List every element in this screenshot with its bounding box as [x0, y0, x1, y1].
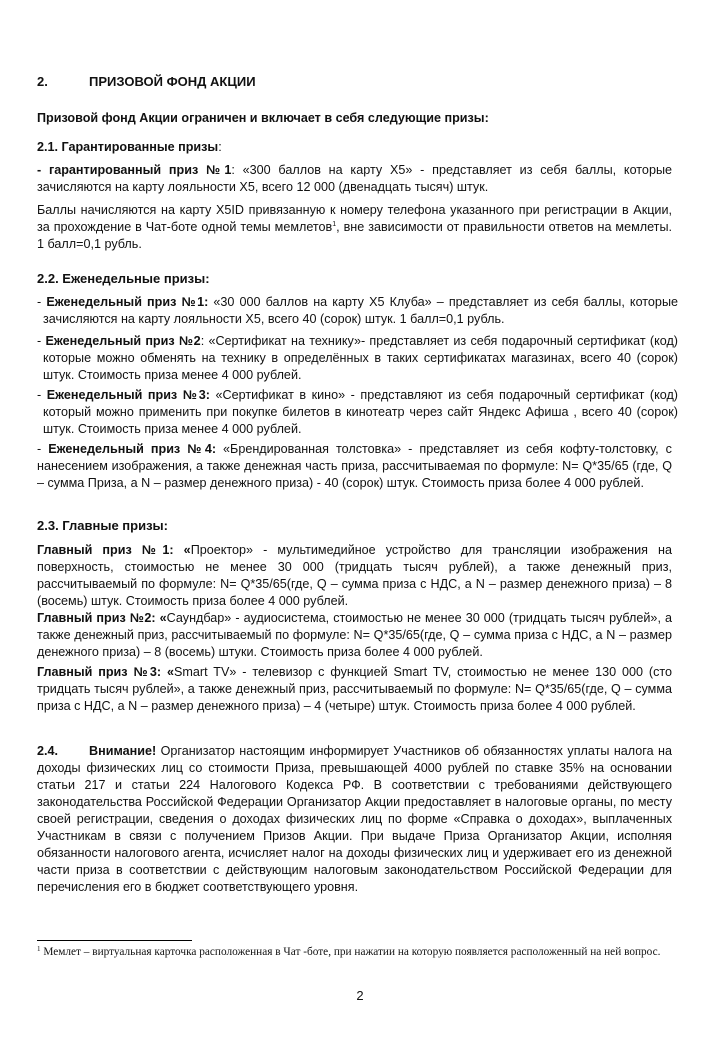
prize-description: «300 баллов на карту X5» - представляет из себя баллы, которые зачисляются на карту лояльности X5, всего 12 000 (двенадцать тысяч) штук. — [37, 163, 672, 194]
weekly-prize-4: - Еженедельный приз №4: «Брендированная толстовка» - представляет из себя кофту-толстовку, с нанесением изображения, а также денежная часть приза, рассчитываемая по формуле: N= Q*35/65 (где, Q – сумма Приза, а N – размер денежного приза) - 40 (сорок) штук. Стоимость приза более 4 000 рублей. — [37, 442, 672, 490]
section-number: 2. — [37, 74, 48, 89]
attention-paragraph — [37, 743, 672, 896]
section-heading — [37, 73, 672, 90]
points-note: Баллы начисляются на карту X5ID привязанную к номеру телефона указанного при регистрации в Акции, за прохождение в Чат-боте одной темы мемлетов$^1$, вне зависимости от правильности ответов на мемлеты. 1 балл=0,1 рубль. — [37, 203, 672, 251]
footnote-divider — [37, 940, 192, 941]
attention-label: Внимание! — [89, 744, 157, 758]
prize-description: «30 000 баллов на карту X5 Клуба» – представляет из себя баллы, которые зачисляются на карту лояльности X5, всего 40 (сорок) штук. 1 балл=0,1 рубль. — [43, 295, 678, 326]
prize-label: Еженедельный приз №3: — [46, 388, 211, 402]
prize-description: «Сертификат в кино» - представляют из себя подарочный сертификат (код) который можно применить при покупке билетов в кинотеатр через сайт Яндекс Афиша , всего 40 (сорок) штук. Стоимость приза менее 4 000 рублей. — [43, 388, 678, 436]
attention-number: 2.4. — [37, 744, 59, 758]
prize-label: Главный приз №2: « — [37, 611, 167, 625]
guaranteed-prize-1: - гарантированный приз №1: «300 баллов на карту X5» - представляет из себя баллы, которые зачисляются на карту лояльности X5, всего 12 000 (двенадцать тысяч) штук. — [37, 163, 672, 194]
prize-label: Главный приз №3: « — [37, 665, 174, 679]
footnote — [37, 945, 672, 960]
attention-text: Организатор настоящим информирует Участников об обязанностях уплаты налога на доходы физических лиц со стоимости Приза, превышающей 4000 рублей по ставке 35% на основании статьи 217 и статьи 224 Налогового Кодекса РФ. В соответствии с требованиями действующего законодательства Российской Федерации Организатор Акции предоставляет в налоговые органы, по месту своей регистрации, сведения о доходах физических лиц по форме «Справка о доходах», выплаченных Участникам в связи с получением Призов Акции. При выдаче Приза Организатор Акции, исполняя обязанности налогового агента, исчисляет налог на доходы физических лиц и удерживает его из денежной части приза в соответствии с действующим налоговым законодательством Российской Федерации для перечисления его в бюджет соответствующего уровня. — [37, 744, 672, 894]
prize-label: Главный приз №1: « — [37, 543, 191, 557]
prize-label: Еженедельный приз №4: — [48, 442, 217, 456]
footnote-ref[interactable]: 1 — [332, 221, 337, 228]
section-title: ПРИЗОВОЙ ФОНД АКЦИИ — [89, 74, 256, 89]
page-number: 2 — [356, 988, 364, 1003]
weekly-prize-1: - Еженедельный приз №1: «30 000 баллов на карту X5 Клуба» – представляет из себя баллы, которые зачисляются на карту лояльности X5, всего 40 (сорок) штук. 1 балл=0,1 рубль. — [37, 295, 678, 326]
footnote-text: Мемлет – виртуальная карточка расположенная в Чат -боте, при нажатии на которую появляется расположенный на ней вопрос. — [40, 946, 661, 958]
guaranteed-heading: 2.1. Гарантированные призы: — [37, 140, 222, 154]
main-prize-1 — [37, 542, 672, 610]
footnote-marker: 1 — [37, 945, 41, 953]
section-intro: Призовой фонд Акции ограничен и включает в себя следующие призы: — [37, 111, 489, 125]
main-prize-2 — [37, 610, 672, 661]
prize-description: «Брендированная толстовка» - представляет из себя кофту-толстовку, с нанесением изображения, а также денежная часть приза, рассчитываемая по формуле: N= Q*35/65 (где, Q – сумма Приза, а N – размер денежного приза) - 40 (сорок) штук. Стоимость приза более 4 000 рублей. — [37, 442, 672, 490]
prize-description: Smart TV» - телевизор с функцией Smart TV, стоимостью не менее 130 000 (сто тридцать тысяч рублей», а также денежный приз, рассчитываемый по формуле: N= Q*35/65(где, Q – сумма приза с НДС, а N – размер денежного приза) – 4 (четыре) штук. Стоимость приза более 4 000 рублей. — [37, 665, 673, 713]
main-prize-3 — [37, 664, 672, 715]
weekly-prize-2: - Еженедельный приз №2: «Сертификат на технику»- представляет из себя подарочный сертификат (код) которые можно обменять на технику в определённых в таких сертификатах магазинах, всего 40 (сорок) штук. Стоимость приза менее 4 000 рублей. — [37, 334, 678, 382]
weekly-prize-3: - Еженедельный приз №3: «Сертификат в кино» - представляют из себя подарочный сертификат (код) который можно применить при покупке билетов в кинотеатр через сайт Яндекс Афиша , всего 40 (сорок) штук. Стоимость приза менее 4 000 рублей. — [37, 388, 678, 436]
weekly-heading: 2.2. Еженедельные призы: — [37, 271, 210, 286]
prize-label: - гарантированный приз №1 — [37, 163, 232, 177]
prize-label: Еженедельный приз №2 — [45, 334, 201, 348]
prize-description: Саундбар» - аудиосистема, стоимостью не менее 30 000 (тридцать тысяч рублей», а также денежный приз, рассчитываемый по формуле: N= Q*35/65(где, Q – сумма приза с НДС, а N – размер денежного приза) – 8 (восемь) штуки. Стоимость приза более 4 000 рублей. — [37, 611, 673, 659]
prize-label: Еженедельный приз №1: — [46, 295, 209, 309]
prize-description: «Сертификат на технику»- представляет из себя подарочный сертификат (код) которые можно обменять на технику в определённых в таких сертификатах магазинах, всего 40 (сорок) штук. Стоимость приза менее 4 000 рублей. — [43, 334, 678, 382]
prize-description: Проектор» - мультимедийное устройство для трансляции изображения на поверхность, стоимостью не менее 30 000 (тридцать тысяч рублей), а также денежный приз, рассчитываемый по формуле: N= Q*35/65(где, Q – сумма приза с НДС, а N – размер денежного приза) – 8 (восемь) штук. Стоимость приза более 4 000 рублей. — [37, 543, 672, 608]
main-heading: 2.3. Главные призы: — [37, 518, 168, 533]
